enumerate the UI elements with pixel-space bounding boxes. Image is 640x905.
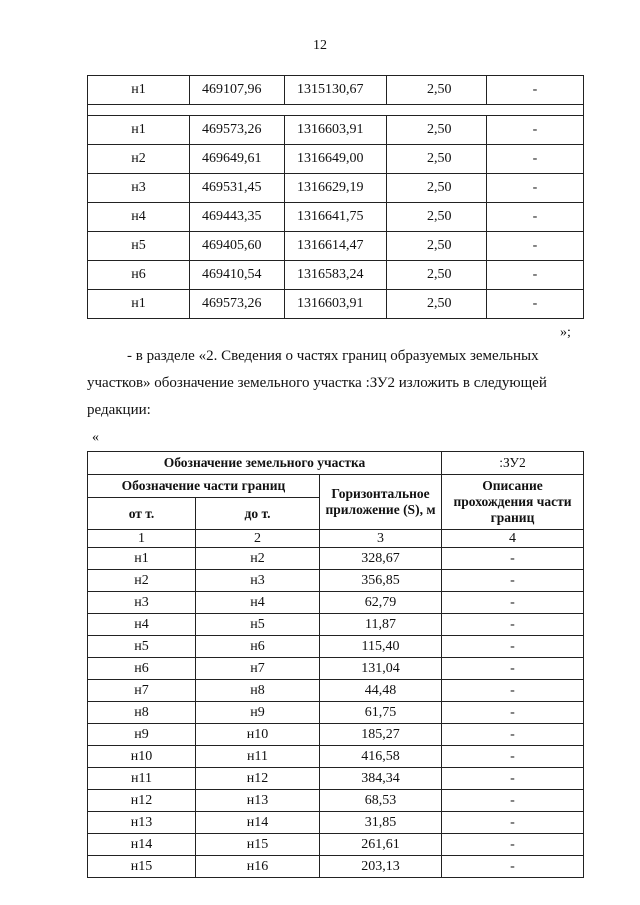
- table-row: [88, 203, 584, 232]
- from-point-cell: н9: [88, 724, 196, 746]
- error-cell: 2,50: [387, 116, 487, 145]
- to-point-cell: н6: [196, 636, 320, 658]
- y-coordinate-cell: 1316641,75: [285, 203, 387, 232]
- description-cell: -: [487, 261, 584, 290]
- description-cell: -: [442, 636, 584, 658]
- from-point-cell: н10: [88, 746, 196, 768]
- length-cell: 203,13: [320, 856, 442, 878]
- table-separator-row: [88, 105, 584, 116]
- description-cell: -: [442, 614, 584, 636]
- length-cell: 328,67: [320, 548, 442, 570]
- length-cell: 44,48: [320, 680, 442, 702]
- from-point-cell: н15: [88, 856, 196, 878]
- y-coordinate-cell: 1316603,91: [285, 290, 387, 319]
- description-cell: -: [442, 856, 584, 878]
- error-cell: 2,50: [387, 232, 487, 261]
- description-cell: -: [487, 203, 584, 232]
- description-cell: -: [487, 76, 584, 105]
- table-row: [88, 658, 584, 680]
- length-cell: 384,34: [320, 768, 442, 790]
- table-row: [88, 76, 584, 105]
- to-point-cell: н2: [196, 548, 320, 570]
- header-horizontal-length: Горизонтальное приложение (S), м: [320, 475, 442, 530]
- from-point-cell: н11: [88, 768, 196, 790]
- error-cell: 2,50: [387, 203, 487, 232]
- to-point-cell: н4: [196, 592, 320, 614]
- point-id-cell: н5: [88, 232, 190, 261]
- header-part-designation: Обозначение части границ: [88, 475, 320, 498]
- description-cell: -: [487, 174, 584, 203]
- land-plot-value: :ЗУ2: [442, 452, 584, 475]
- table-row: [88, 790, 584, 812]
- table-row: [88, 116, 584, 145]
- description-cell: -: [487, 290, 584, 319]
- table-row: [88, 614, 584, 636]
- length-cell: 356,85: [320, 570, 442, 592]
- x-coordinate-cell: 469405,60: [190, 232, 285, 261]
- description-cell: -: [442, 680, 584, 702]
- header-to-point: до т.: [196, 498, 320, 530]
- x-coordinate-cell: 469443,35: [190, 203, 285, 232]
- description-cell: -: [442, 592, 584, 614]
- length-cell: 68,53: [320, 790, 442, 812]
- header-description: Описание прохождения части границ: [442, 475, 584, 530]
- x-coordinate-cell: 469410,54: [190, 261, 285, 290]
- y-coordinate-cell: 1316614,47: [285, 232, 387, 261]
- point-id-cell: н1: [88, 116, 190, 145]
- length-cell: 61,75: [320, 702, 442, 724]
- column-number-row: [88, 530, 584, 548]
- description-cell: -: [487, 116, 584, 145]
- point-id-cell: н3: [88, 174, 190, 203]
- to-point-cell: н15: [196, 834, 320, 856]
- to-point-cell: н3: [196, 570, 320, 592]
- description-cell: -: [442, 702, 584, 724]
- length-cell: 185,27: [320, 724, 442, 746]
- table-row: [88, 261, 584, 290]
- length-cell: 115,40: [320, 636, 442, 658]
- description-cell: -: [442, 812, 584, 834]
- error-cell: 2,50: [387, 145, 487, 174]
- boundary-parts-table: [87, 451, 584, 878]
- to-point-cell: н11: [196, 746, 320, 768]
- table-row: [88, 680, 584, 702]
- opening-quote: «: [92, 430, 99, 445]
- to-point-cell: н9: [196, 702, 320, 724]
- table-row: [88, 746, 584, 768]
- table-row: [88, 232, 584, 261]
- table-row: [88, 834, 584, 856]
- point-id-cell: н2: [88, 145, 190, 174]
- length-cell: 31,85: [320, 812, 442, 834]
- length-cell: 261,61: [320, 834, 442, 856]
- header-land-designation: Обозначение земельного участка: [88, 452, 442, 475]
- from-point-cell: н1: [88, 548, 196, 570]
- description-cell: -: [442, 746, 584, 768]
- y-coordinate-cell: 1316649,00: [285, 145, 387, 174]
- boundary-points-table: [87, 75, 584, 319]
- length-cell: 62,79: [320, 592, 442, 614]
- x-coordinate-cell: 469573,26: [190, 290, 285, 319]
- column-number: 3: [320, 530, 442, 548]
- to-point-cell: н8: [196, 680, 320, 702]
- page-number: 12: [313, 38, 327, 53]
- to-point-cell: н14: [196, 812, 320, 834]
- column-number: 1: [88, 530, 196, 548]
- from-point-cell: н14: [88, 834, 196, 856]
- x-coordinate-cell: 469649,61: [190, 145, 285, 174]
- description-cell: -: [442, 548, 584, 570]
- from-point-cell: н3: [88, 592, 196, 614]
- from-point-cell: н2: [88, 570, 196, 592]
- description-cell: -: [442, 724, 584, 746]
- table-row: [88, 856, 584, 878]
- length-cell: 131,04: [320, 658, 442, 680]
- from-point-cell: н4: [88, 614, 196, 636]
- from-point-cell: н13: [88, 812, 196, 834]
- amendment-paragraph: [87, 343, 583, 424]
- error-cell: 2,50: [387, 76, 487, 105]
- x-coordinate-cell: 469573,26: [190, 116, 285, 145]
- table-row: [88, 768, 584, 790]
- description-cell: -: [442, 658, 584, 680]
- table-row: [88, 724, 584, 746]
- table-row: [88, 290, 584, 319]
- y-coordinate-cell: 1316603,91: [285, 116, 387, 145]
- to-point-cell: н10: [196, 724, 320, 746]
- y-coordinate-cell: 1316629,19: [285, 174, 387, 203]
- point-id-cell: н1: [88, 76, 190, 105]
- to-point-cell: н16: [196, 856, 320, 878]
- column-number: 2: [196, 530, 320, 548]
- point-id-cell: н1: [88, 290, 190, 319]
- length-cell: 416,58: [320, 746, 442, 768]
- to-point-cell: н7: [196, 658, 320, 680]
- paragraph-line-3: редакции:: [87, 402, 151, 418]
- x-coordinate-cell: 469107,96: [190, 76, 285, 105]
- to-point-cell: н5: [196, 614, 320, 636]
- table-row: [88, 592, 584, 614]
- table-row: [88, 570, 584, 592]
- from-point-cell: н5: [88, 636, 196, 658]
- from-point-cell: н6: [88, 658, 196, 680]
- closing-quote: »;: [560, 325, 571, 340]
- header-from-point: от т.: [88, 498, 196, 530]
- description-cell: -: [442, 570, 584, 592]
- y-coordinate-cell: 1316583,24: [285, 261, 387, 290]
- table-row: [88, 145, 584, 174]
- description-cell: -: [487, 145, 584, 174]
- description-cell: -: [442, 790, 584, 812]
- point-id-cell: н6: [88, 261, 190, 290]
- table-row: [88, 636, 584, 658]
- error-cell: 2,50: [387, 261, 487, 290]
- table-row: [88, 812, 584, 834]
- y-coordinate-cell: 1315130,67: [285, 76, 387, 105]
- from-point-cell: н8: [88, 702, 196, 724]
- description-cell: -: [442, 768, 584, 790]
- from-point-cell: н7: [88, 680, 196, 702]
- table-row: [88, 702, 584, 724]
- error-cell: 2,50: [387, 290, 487, 319]
- to-point-cell: н13: [196, 790, 320, 812]
- error-cell: 2,50: [387, 174, 487, 203]
- point-id-cell: н4: [88, 203, 190, 232]
- from-point-cell: н12: [88, 790, 196, 812]
- to-point-cell: н12: [196, 768, 320, 790]
- x-coordinate-cell: 469531,45: [190, 174, 285, 203]
- paragraph-line-1: - в разделе «2. Сведения о частях границ образуемых земельных: [127, 348, 539, 364]
- description-cell: -: [487, 232, 584, 261]
- table-row: [88, 174, 584, 203]
- column-number: 4: [442, 530, 584, 548]
- paragraph-line-2: участков» обозначение земельного участка :ЗУ2 изложить в следующей: [87, 375, 547, 391]
- length-cell: 11,87: [320, 614, 442, 636]
- table-row: [88, 548, 584, 570]
- description-cell: -: [442, 834, 584, 856]
